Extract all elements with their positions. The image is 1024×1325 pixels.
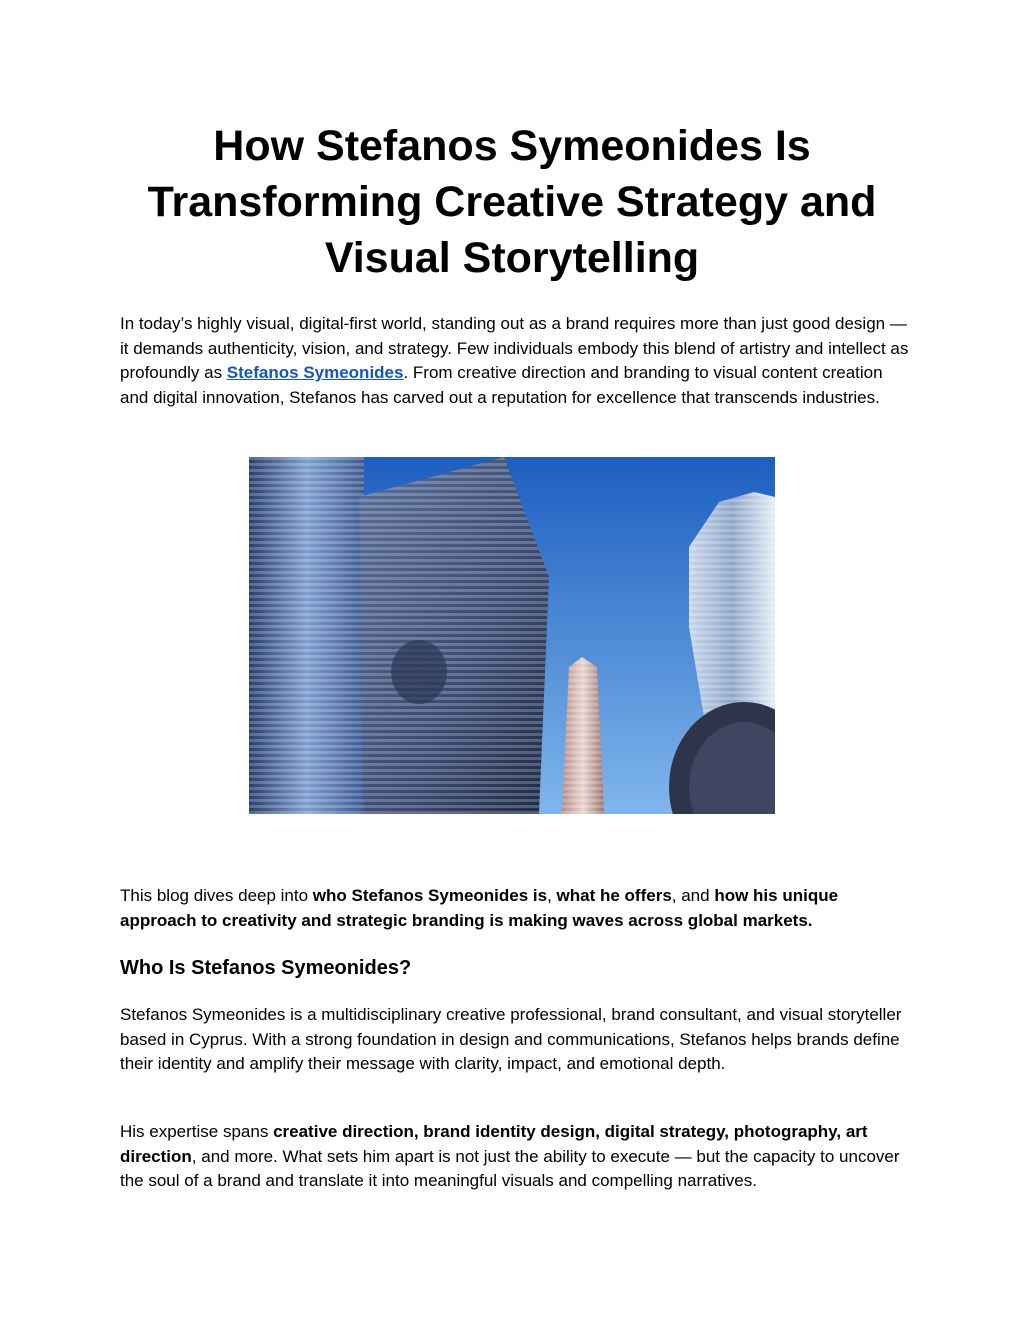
- expertise-paragraph: [120, 1120, 910, 1194]
- overview-text-1: This blog dives deep into: [120, 886, 313, 905]
- article-title: How Stefanos Symeonides Is Transforming Creative Strategy and Visual Storytelling: [147, 122, 877, 282]
- expertise-text-1: His expertise spans: [120, 1122, 274, 1141]
- overview-paragraph: [120, 884, 910, 933]
- overview-bold-2: what he offers: [556, 886, 672, 905]
- overview-bold-3: how his unique approach to creativity and strategic branding is making waves across global markets.: [120, 886, 839, 930]
- expertise-text-2: , and more. What sets him apart is not just the ability to execute — but the capacity to uncover the soul of a brand and translate it into meaningful visuals and compelling narratives.: [120, 1146, 900, 1190]
- overview-text-3: , and: [671, 886, 715, 905]
- intro-text-after: . From creative direction and branding to visual content creation and digital innovation, Stefanos has carved out a reputation for excellence that transcends industries.: [120, 363, 883, 407]
- overview-bold-1: who Stefanos Symeonides is: [312, 886, 548, 905]
- skyscrapers-photo: [249, 457, 775, 814]
- expertise-bold: creative direction, brand identity design, digital strategy, photography, art direction: [120, 1122, 868, 1166]
- overview-text-2: ,: [547, 886, 557, 905]
- intro-paragraph: [120, 312, 910, 410]
- intro-text-before: In today’s highly visual, digital-first world, standing out as a brand requires more than just good design — it demands authenticity, vision, and strategy. Few individuals embody this blend of artistry and intellect as profoundly as: [120, 314, 909, 382]
- bio-paragraph: Stefanos Symeonides is a multidisciplinary creative professional, brand consultant, and visual storyteller based in Cyprus. With a strong foundation in design and communications, Stefanos helps brands define their identity and amplify their message with clarity, impact, and emotional depth.: [120, 1005, 902, 1073]
- section-heading: Who Is Stefanos Symeonides?: [120, 957, 412, 979]
- author-link[interactable]: Stefanos Symeonides: [226, 363, 404, 382]
